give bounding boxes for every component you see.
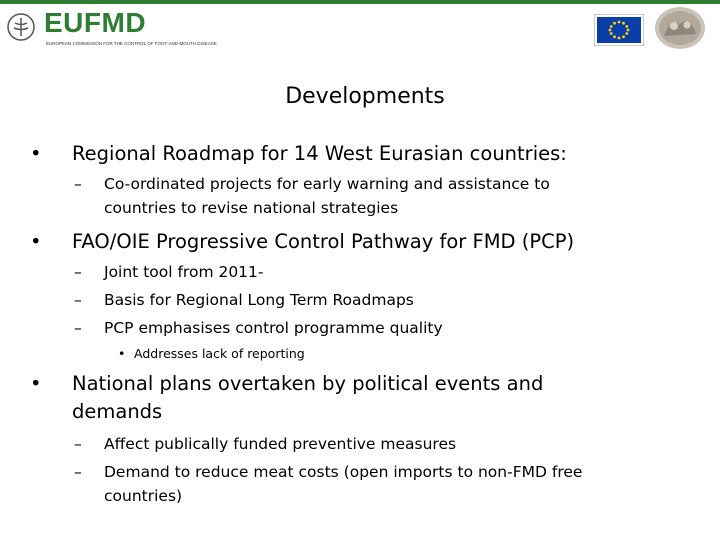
sub-bullet-text: Co-ordinated projects for early warning and assistance to: [104, 175, 550, 193]
bullet-marker: •: [30, 142, 42, 165]
sub-bullet-marker: –: [74, 463, 82, 481]
bullet-marker: •: [30, 372, 42, 395]
bullet-text: FAO/OIE Progressive Control Pathway for FMD (PCP): [72, 230, 575, 253]
sub-bullet-marker: –: [74, 175, 82, 193]
sub-bullet-marker: –: [74, 319, 82, 337]
eufmd-logo-text: EUFMD: [44, 7, 147, 38]
sub-bullet-text: Affect publically funded preventive measures: [104, 435, 457, 453]
sub-bullet-text: Basis for Regional Long Term Roadmaps: [104, 291, 414, 309]
seal-image-icon: [654, 6, 706, 50]
sub-bullet-marker: –: [74, 435, 82, 453]
slide-header: [0, 4, 720, 48]
sub-bullet-marker: –: [74, 263, 82, 281]
bullet-text: Regional Roadmap for 14 West Eurasian countries:: [72, 142, 567, 165]
fao-logo-icon: [2, 12, 40, 42]
bullet-text: National plans overtaken by political events and: [72, 372, 544, 395]
eufmd-logo-subtitle: EUROPEAN COMMISSION FOR THE CONTROL OF FOOT-AND-MOUTH DISEASE: [46, 41, 217, 46]
bullet-text: demands: [72, 400, 163, 423]
slide-title: Developments: [285, 84, 445, 109]
eu-flag-icon: [594, 14, 644, 46]
sub-sub-bullet-text: Addresses lack of reporting: [134, 346, 305, 361]
sub-bullet-marker: –: [74, 291, 82, 309]
sub-sub-bullet-marker: •: [118, 346, 126, 361]
sub-bullet-text: Joint tool from 2011-: [104, 263, 264, 281]
sub-bullet-text: countries to revise national strategies: [104, 199, 399, 217]
sub-bullet-text: PCP emphasises control programme quality: [104, 319, 443, 337]
sub-bullet-text: countries): [104, 487, 183, 505]
bullet-marker: •: [30, 230, 42, 253]
sub-bullet-text: Demand to reduce meat costs (open imports to non-FMD free: [104, 463, 583, 481]
